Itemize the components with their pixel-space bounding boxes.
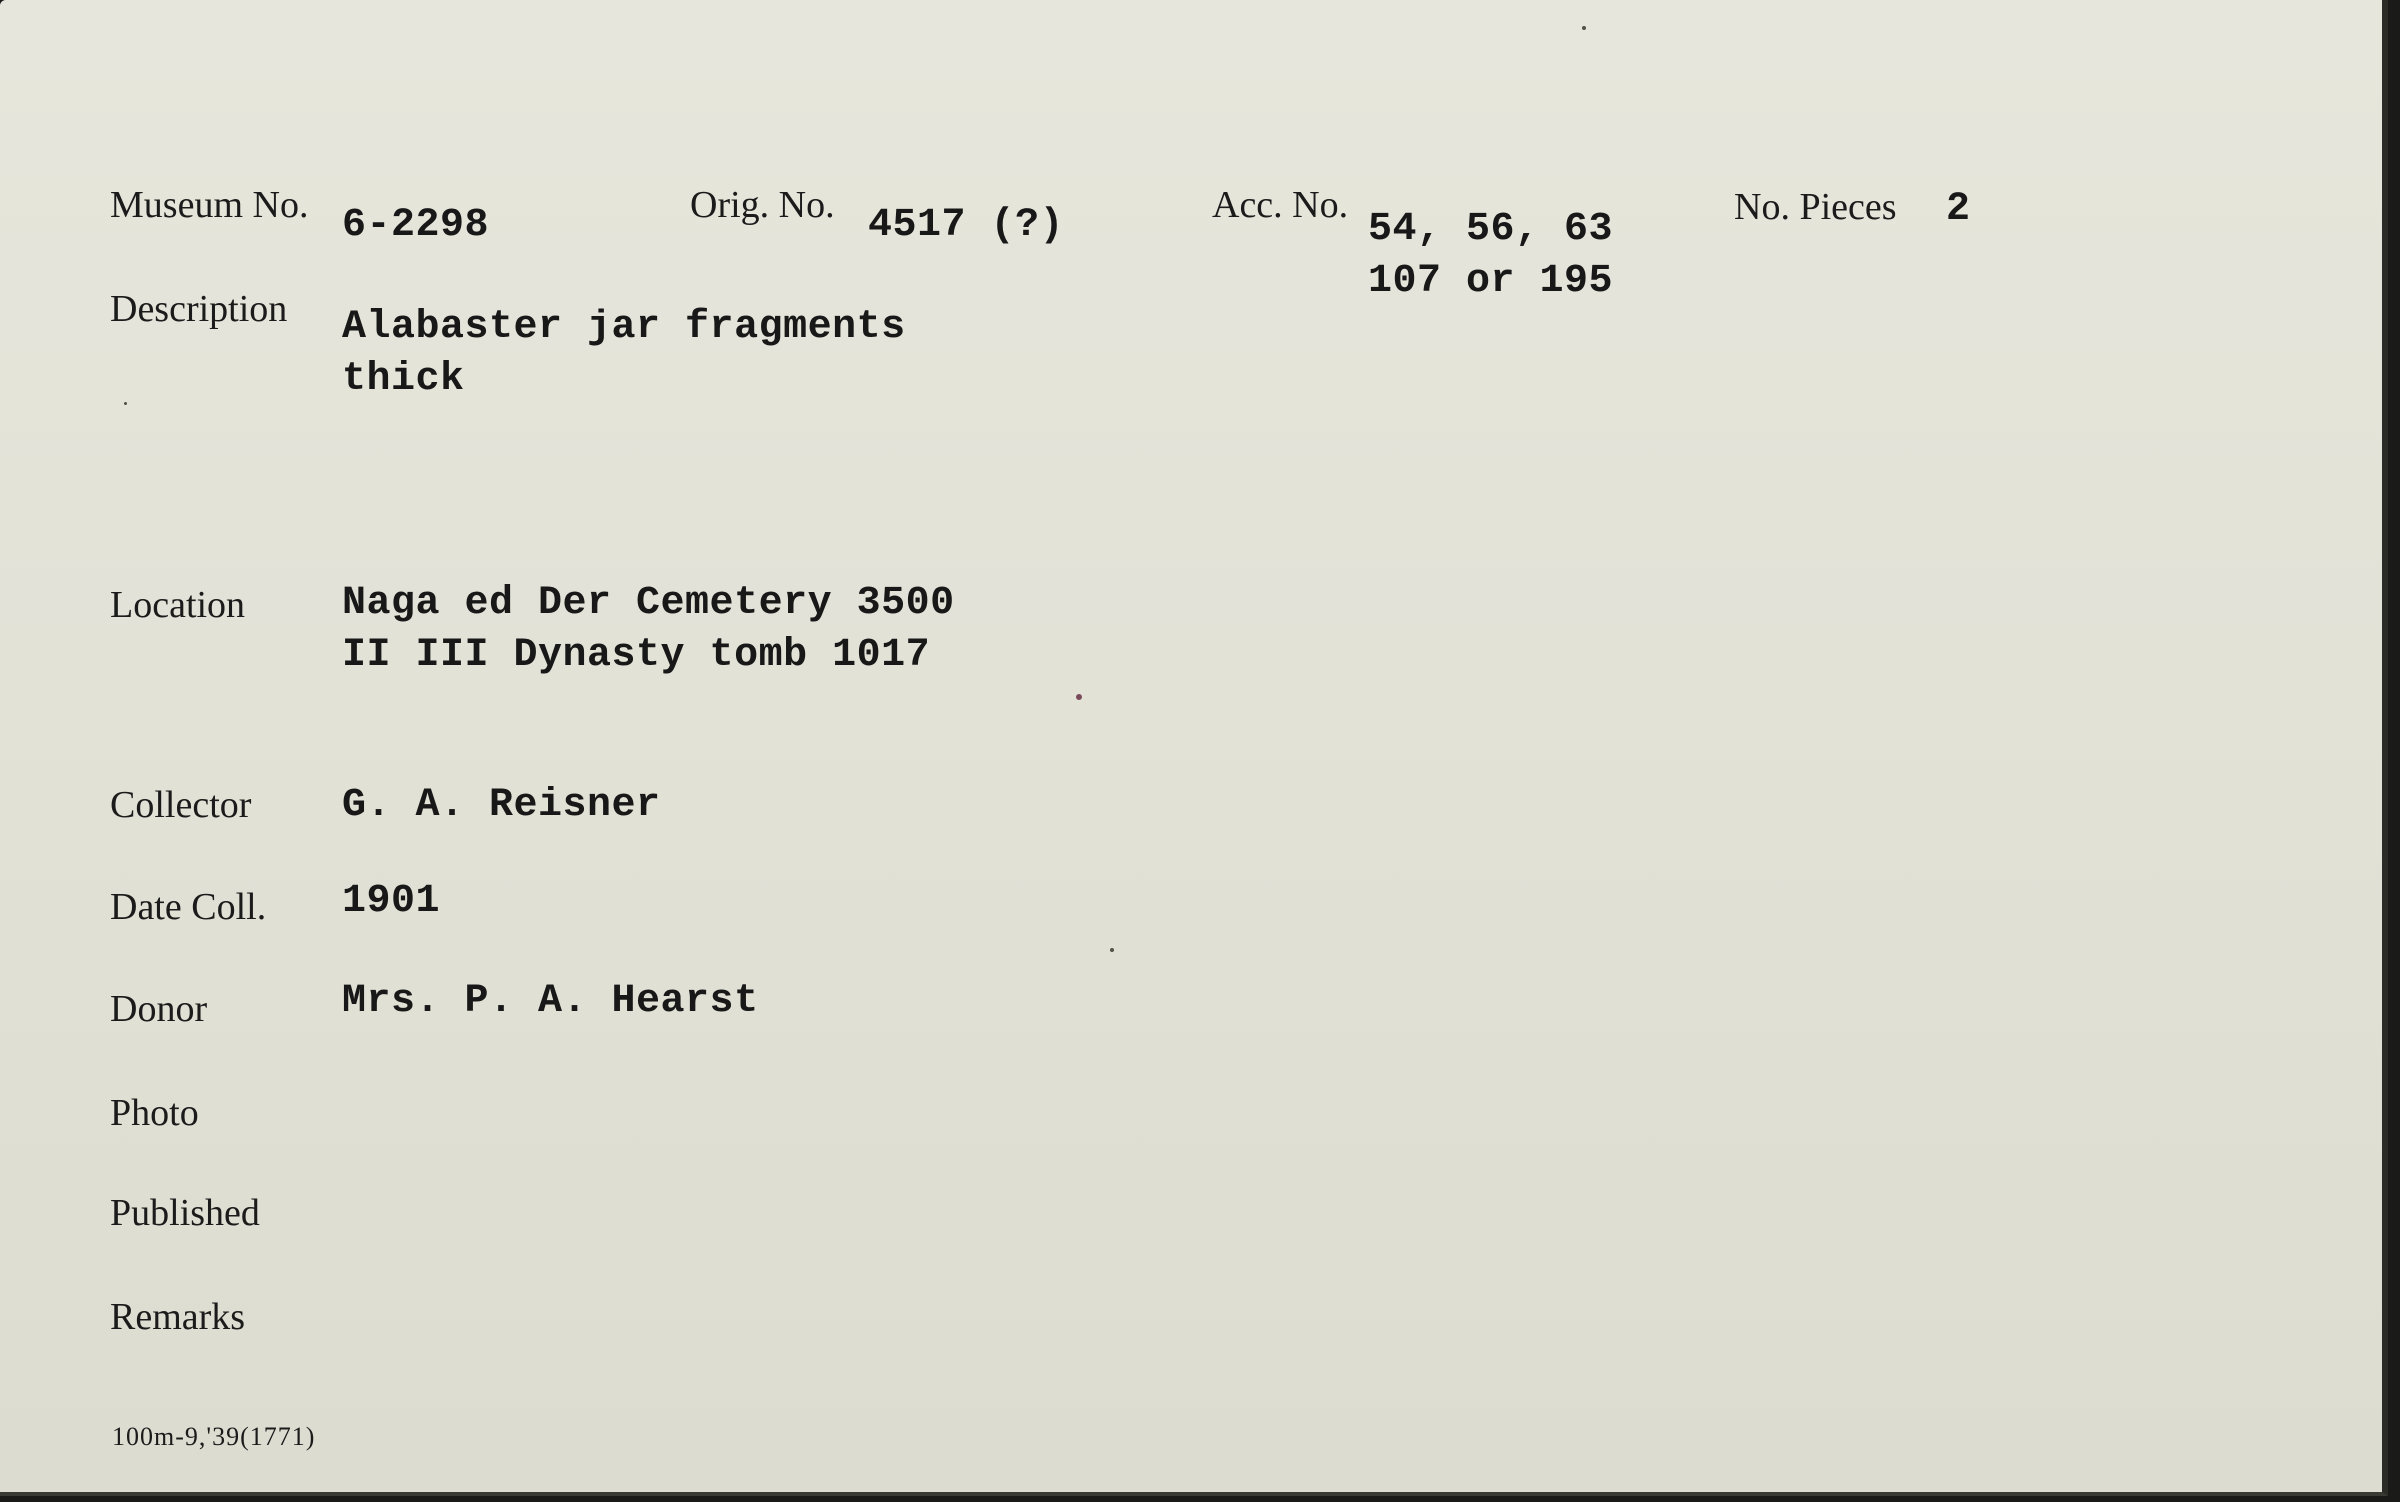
description-line-2: thick <box>342 357 465 402</box>
acc-no-label: Acc. No. <box>1212 184 1349 226</box>
print-code: 100m-9,'39(1771) <box>112 1422 316 1451</box>
collector-value: G. A. Reisner <box>342 783 661 828</box>
acc-no-line-2: 107 or 195 <box>1368 259 1614 304</box>
description-line-1: Alabaster jar fragments <box>342 305 906 350</box>
location-line-2: II III Dynasty tomb 1017 <box>342 633 931 678</box>
donor-label: Donor <box>110 988 208 1030</box>
ink-speck <box>124 402 127 405</box>
location-value <box>342 578 955 682</box>
published-label: Published <box>110 1192 260 1234</box>
acc-no-line-1: 54, 56, 63 <box>1368 207 1614 252</box>
photo-label: Photo <box>110 1092 199 1134</box>
description-value <box>342 302 906 406</box>
acc-no-value <box>1368 204 1613 308</box>
no-pieces-label: No. Pieces <box>1734 186 1897 228</box>
museum-no-label: Museum No. <box>110 184 309 226</box>
museum-no-value: 6-2298 <box>342 203 490 248</box>
description-label: Description <box>110 288 288 330</box>
collector-label: Collector <box>110 784 252 826</box>
no-pieces-value: 2 <box>1946 187 1971 232</box>
orig-no-label: Orig. No. <box>690 184 835 226</box>
ink-speck <box>1110 948 1114 952</box>
date-coll-value: 1901 <box>342 879 441 924</box>
remarks-label: Remarks <box>110 1296 246 1338</box>
date-coll-label: Date Coll. <box>110 886 267 928</box>
location-label: Location <box>110 584 246 626</box>
orig-no-value: 4517 (?) <box>868 203 1065 248</box>
ink-speck <box>1582 26 1586 30</box>
donor-value: Mrs. P. A. Hearst <box>342 979 759 1024</box>
ink-speck <box>1076 694 1082 700</box>
location-line-1: Naga ed Der Cemetery 3500 <box>342 581 955 626</box>
